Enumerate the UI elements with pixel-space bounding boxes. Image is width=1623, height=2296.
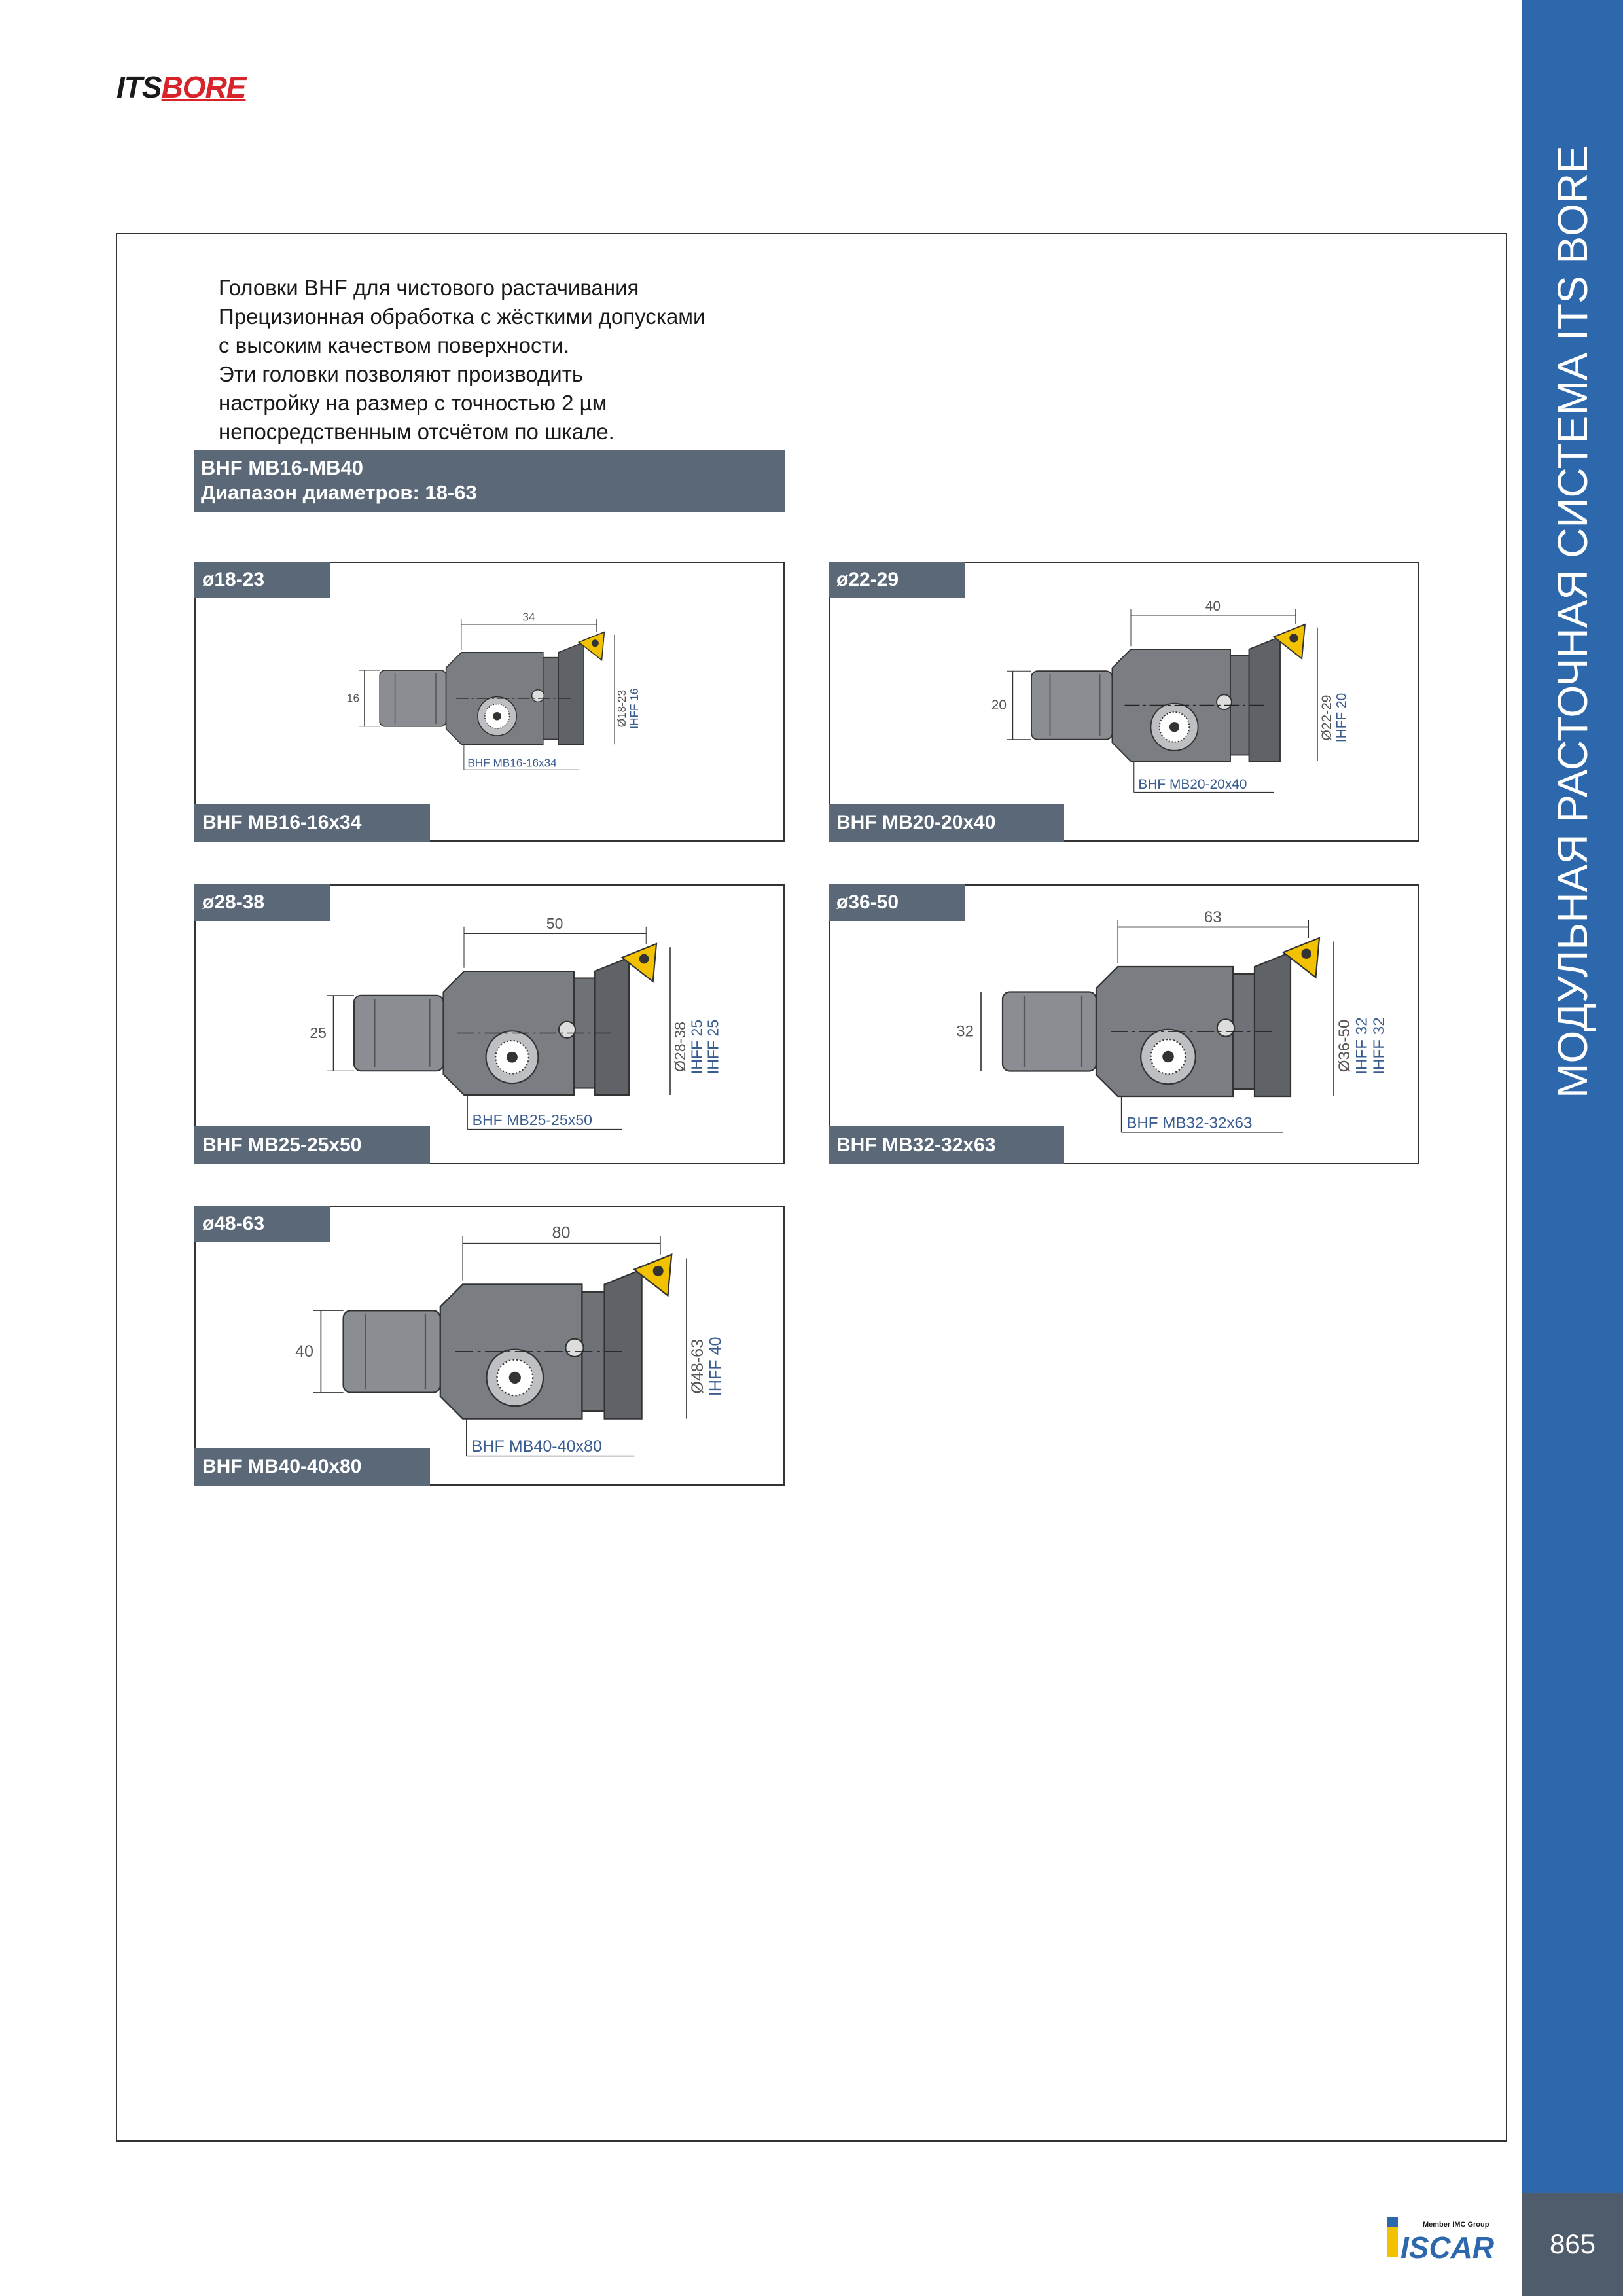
callout-label: BHF MB16-16x34 [467, 756, 557, 770]
length-dim-label: 80 [552, 1223, 571, 1242]
cartridge [1255, 952, 1291, 1096]
callout-label: BHF MB32-32x63 [1126, 1114, 1253, 1132]
scale-dial-center [1169, 722, 1179, 732]
iscar-brand-text: ISCAR [1400, 2231, 1495, 2265]
insert-screw [592, 639, 599, 647]
cartridge [595, 958, 630, 1095]
iscar-logo [1385, 2212, 1516, 2271]
intro-line: Прецизионная обработка с жёсткими допусками [219, 304, 705, 329]
insert-screw [639, 954, 649, 964]
length-dim-label: 40 [1205, 599, 1221, 615]
length-dim-label: 34 [522, 610, 535, 624]
panel-range-label: ø18-23 [194, 562, 330, 598]
ihff-label: IHFF 32 [1353, 1017, 1371, 1075]
tool-group [295, 1224, 724, 1456]
intro-line: Головки BHF для чистового растачивания [219, 276, 639, 300]
range-subtitle: Диапазон диаметров: 18-63 [201, 481, 477, 504]
length-dim-label: 63 [1204, 908, 1222, 926]
adjust-screw [559, 1022, 575, 1038]
iscar-member-text: Member IMC Group [1423, 2221, 1489, 2229]
callout-label: BHF MB25-25x50 [472, 1111, 593, 1129]
cartridge [605, 1270, 642, 1419]
shank-dim-label: 25 [310, 1024, 327, 1041]
shank-dim-label: 20 [991, 698, 1007, 713]
intro-line: Эти головки позволяют производить [219, 362, 584, 386]
tool-drawing [196, 563, 783, 840]
tool-panel [194, 562, 785, 842]
panel-name-label: BHF MB40-40x80 [194, 1448, 430, 1486]
tool-group [310, 915, 721, 1130]
tool-panel [829, 562, 1419, 842]
adjust-screw [1217, 694, 1232, 709]
tool-group [991, 599, 1349, 792]
dia-label: Ø22-29 [1319, 694, 1334, 741]
content-frame [116, 233, 1507, 2142]
panel-range-label: ø48-63 [194, 1206, 330, 1242]
panel-range-label: ø36-50 [829, 884, 965, 921]
callout-label: BHF MB20-20x40 [1138, 776, 1247, 792]
itsbore-logo [116, 69, 245, 105]
tool-drawing [196, 1207, 783, 1484]
ihff-label: IHFF 40 [706, 1336, 725, 1397]
length-dim-label: 50 [546, 914, 563, 932]
tool-panel [194, 1206, 785, 1486]
tool-drawing [196, 886, 783, 1163]
cartridge [558, 642, 584, 744]
intro-text [219, 274, 808, 446]
ihff-label-2: IHFF 25 [704, 1019, 722, 1075]
tool-panel [829, 884, 1419, 1164]
insert-screw [1289, 634, 1298, 642]
tool-group [956, 908, 1388, 1132]
range-header [194, 450, 785, 512]
shank-dim-label: 16 [346, 691, 359, 705]
intro-line: настройку на размер с точностью 2 µм [219, 391, 607, 415]
panel-name-label: BHF MB20-20x40 [829, 804, 1064, 842]
sidebar-title: МОДУЛЬНАЯ РАСТОЧНАЯ СИСТЕМА ITS BORE [1549, 145, 1596, 1098]
scale-dial-center [493, 712, 501, 720]
callout-label: BHF MB40-40x80 [471, 1437, 603, 1456]
ihff-label: IHFF 16 [627, 688, 641, 729]
tool-drawing [830, 886, 1418, 1163]
panel-range-label: ø28-38 [194, 884, 330, 921]
ihff-label-2: IHFF 32 [1370, 1017, 1388, 1075]
insert-screw [653, 1266, 664, 1276]
adjust-screw [565, 1339, 583, 1357]
ihff-label: IHFF 20 [1334, 692, 1349, 743]
panel-name-label: BHF MB25-25x50 [194, 1126, 430, 1164]
ihff-label: IHFF 25 [688, 1019, 705, 1075]
sidebar-title-wrap [1522, 85, 1623, 1158]
scale-dial-center [1162, 1051, 1174, 1063]
scale-dial-center [507, 1052, 518, 1063]
logo-bore: BORE [161, 70, 246, 104]
scale-dial-center [509, 1372, 521, 1384]
adjust-screw [532, 690, 544, 702]
page-number: 865 [1522, 2193, 1623, 2296]
tool-panel [194, 884, 785, 1164]
logo-its: ITS [116, 70, 162, 104]
intro-line: непосредственным отсчётом по шкале. [219, 420, 615, 444]
insert-screw [1302, 949, 1311, 959]
panel-name-label: BHF MB32-32x63 [829, 1126, 1064, 1164]
dia-label: Ø28-38 [671, 1022, 689, 1072]
dia-label: Ø18-23 [615, 689, 629, 728]
panel-name-label: BHF MB16-16x34 [194, 804, 430, 842]
range-title: BHF MB16-MB40 [201, 456, 364, 479]
cartridge [1249, 637, 1281, 761]
shank-dim-label: 40 [295, 1342, 313, 1361]
adjust-screw [1217, 1019, 1234, 1036]
intro-line: с высоким качеством поверхности. [219, 333, 570, 357]
dia-label: Ø36-50 [1336, 1019, 1354, 1073]
tool-drawing [830, 563, 1418, 840]
tool-group [347, 610, 641, 770]
panel-range-label: ø22-29 [829, 562, 965, 598]
dia-label: Ø48-63 [688, 1338, 707, 1394]
shank-dim-label: 32 [956, 1022, 974, 1041]
